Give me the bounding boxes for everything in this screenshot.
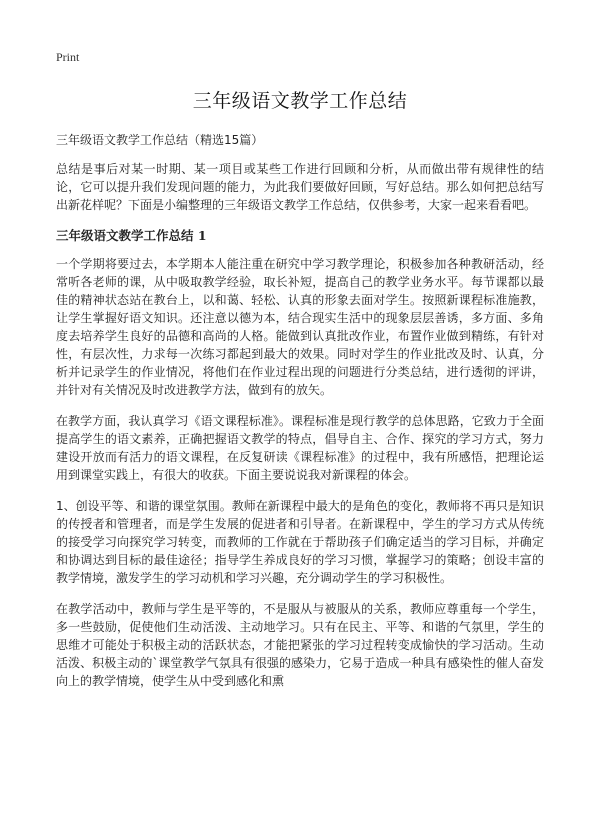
page-title: 三年级语文教学工作总结 <box>192 90 408 112</box>
body-paragraph-3: 1、创设平等、和谐的课堂氛围。教师在新课程中最大的是角色的变化，教师将不再只是知识的传授者和管理者，而是学生发展的促进者和引导者。在新课程中，学生的学习方式从传统的接受学习向探究学习转变，而教师的工作就在于帮助孩子们确定适当的学习目标，并确定和协调达到目标的最佳途径；指导学生养成良好的学习习惯，掌握学习的策略；创设丰富的教学情境，激发学生的学习动机和学习兴趣，充分调动学生的学习积极性。 <box>56 499 544 585</box>
section-heading: 三年级语文教学工作总结 1 <box>56 228 207 243</box>
document-subtitle: 三年级语文教学工作总结（精选15篇） <box>56 133 264 147</box>
body-paragraph-4: 在教学活动中，教师与学生是平等的，不是服从与被服从的关系，教师应尊重每一个学生，多一些鼓励，促使他们生动活泼、主动地学习。只有在民主、平等、和谐的气氛里，学生的思维才可能处于积极主动的活跃状态，才能把紧张的学习过程转变成愉快的学习活动。生动活泼、积极主动的`课堂教学气氛具有很强的感染力，它易于造成一种具有感染性的催人奋发向上的教学情境，使学生从中受到感化和熏 <box>56 602 544 688</box>
body-paragraph-1: 一个学期将要过去，本学期本人能注重在研究中学习教学理论，积极参加各种教研活动，经常听各老师的课，从中吸取教学经验，取长补短，提高自己的教学业务水平。每节课都以最佳的精神状态站在教台上，以和蔼、轻松、认真的形象去面对学生。按照新课程标准施教，让学生掌握好语文知识。还注意以德为本，结合现实生活中的现象层层善诱，多方面、多角度去培养学生良好的品德和高尚的人格。能做到认真批改作业，布置作业做到精练，有针对性，有层次性，力求每一次练习都起到最大的效果。同时对学生的作业批改及时、认真，分析并记录学生的作业情况，将他们在作业过程出现的问题进行分类总结，进行透彻的评讲，并针对有关情况及时改进教学方法，做到有的放矢。 <box>56 257 544 397</box>
print-link[interactable]: Print <box>56 50 80 64</box>
body-paragraph-2: 在教学方面，我认真学习《语文课程标准》。课程标准是现行教学的总体思路，它致力于全面提高学生的语文素养，正确把握语文教学的特点，倡导自主、合作、探究的学习方式，努力建设开放而有活力的语文课程，在反复研读《课程标准》的过程中，我有所感悟，把理论运用到课堂实践上，有很大的收获。下面主要说说我对新课程的体会。 <box>56 414 544 482</box>
intro-paragraph: 总结是事后对某一时期、某一项目或某些工作进行回顾和分析，从而做出带有规律性的结论，它可以提升我们发现问题的能力，为此我们要做好回顾，写好总结。那么如何把总结写出新花样呢？下面是小编整理的三年级语文教学工作总结，仅供参考，大家一起来看看吧。 <box>56 162 544 212</box>
